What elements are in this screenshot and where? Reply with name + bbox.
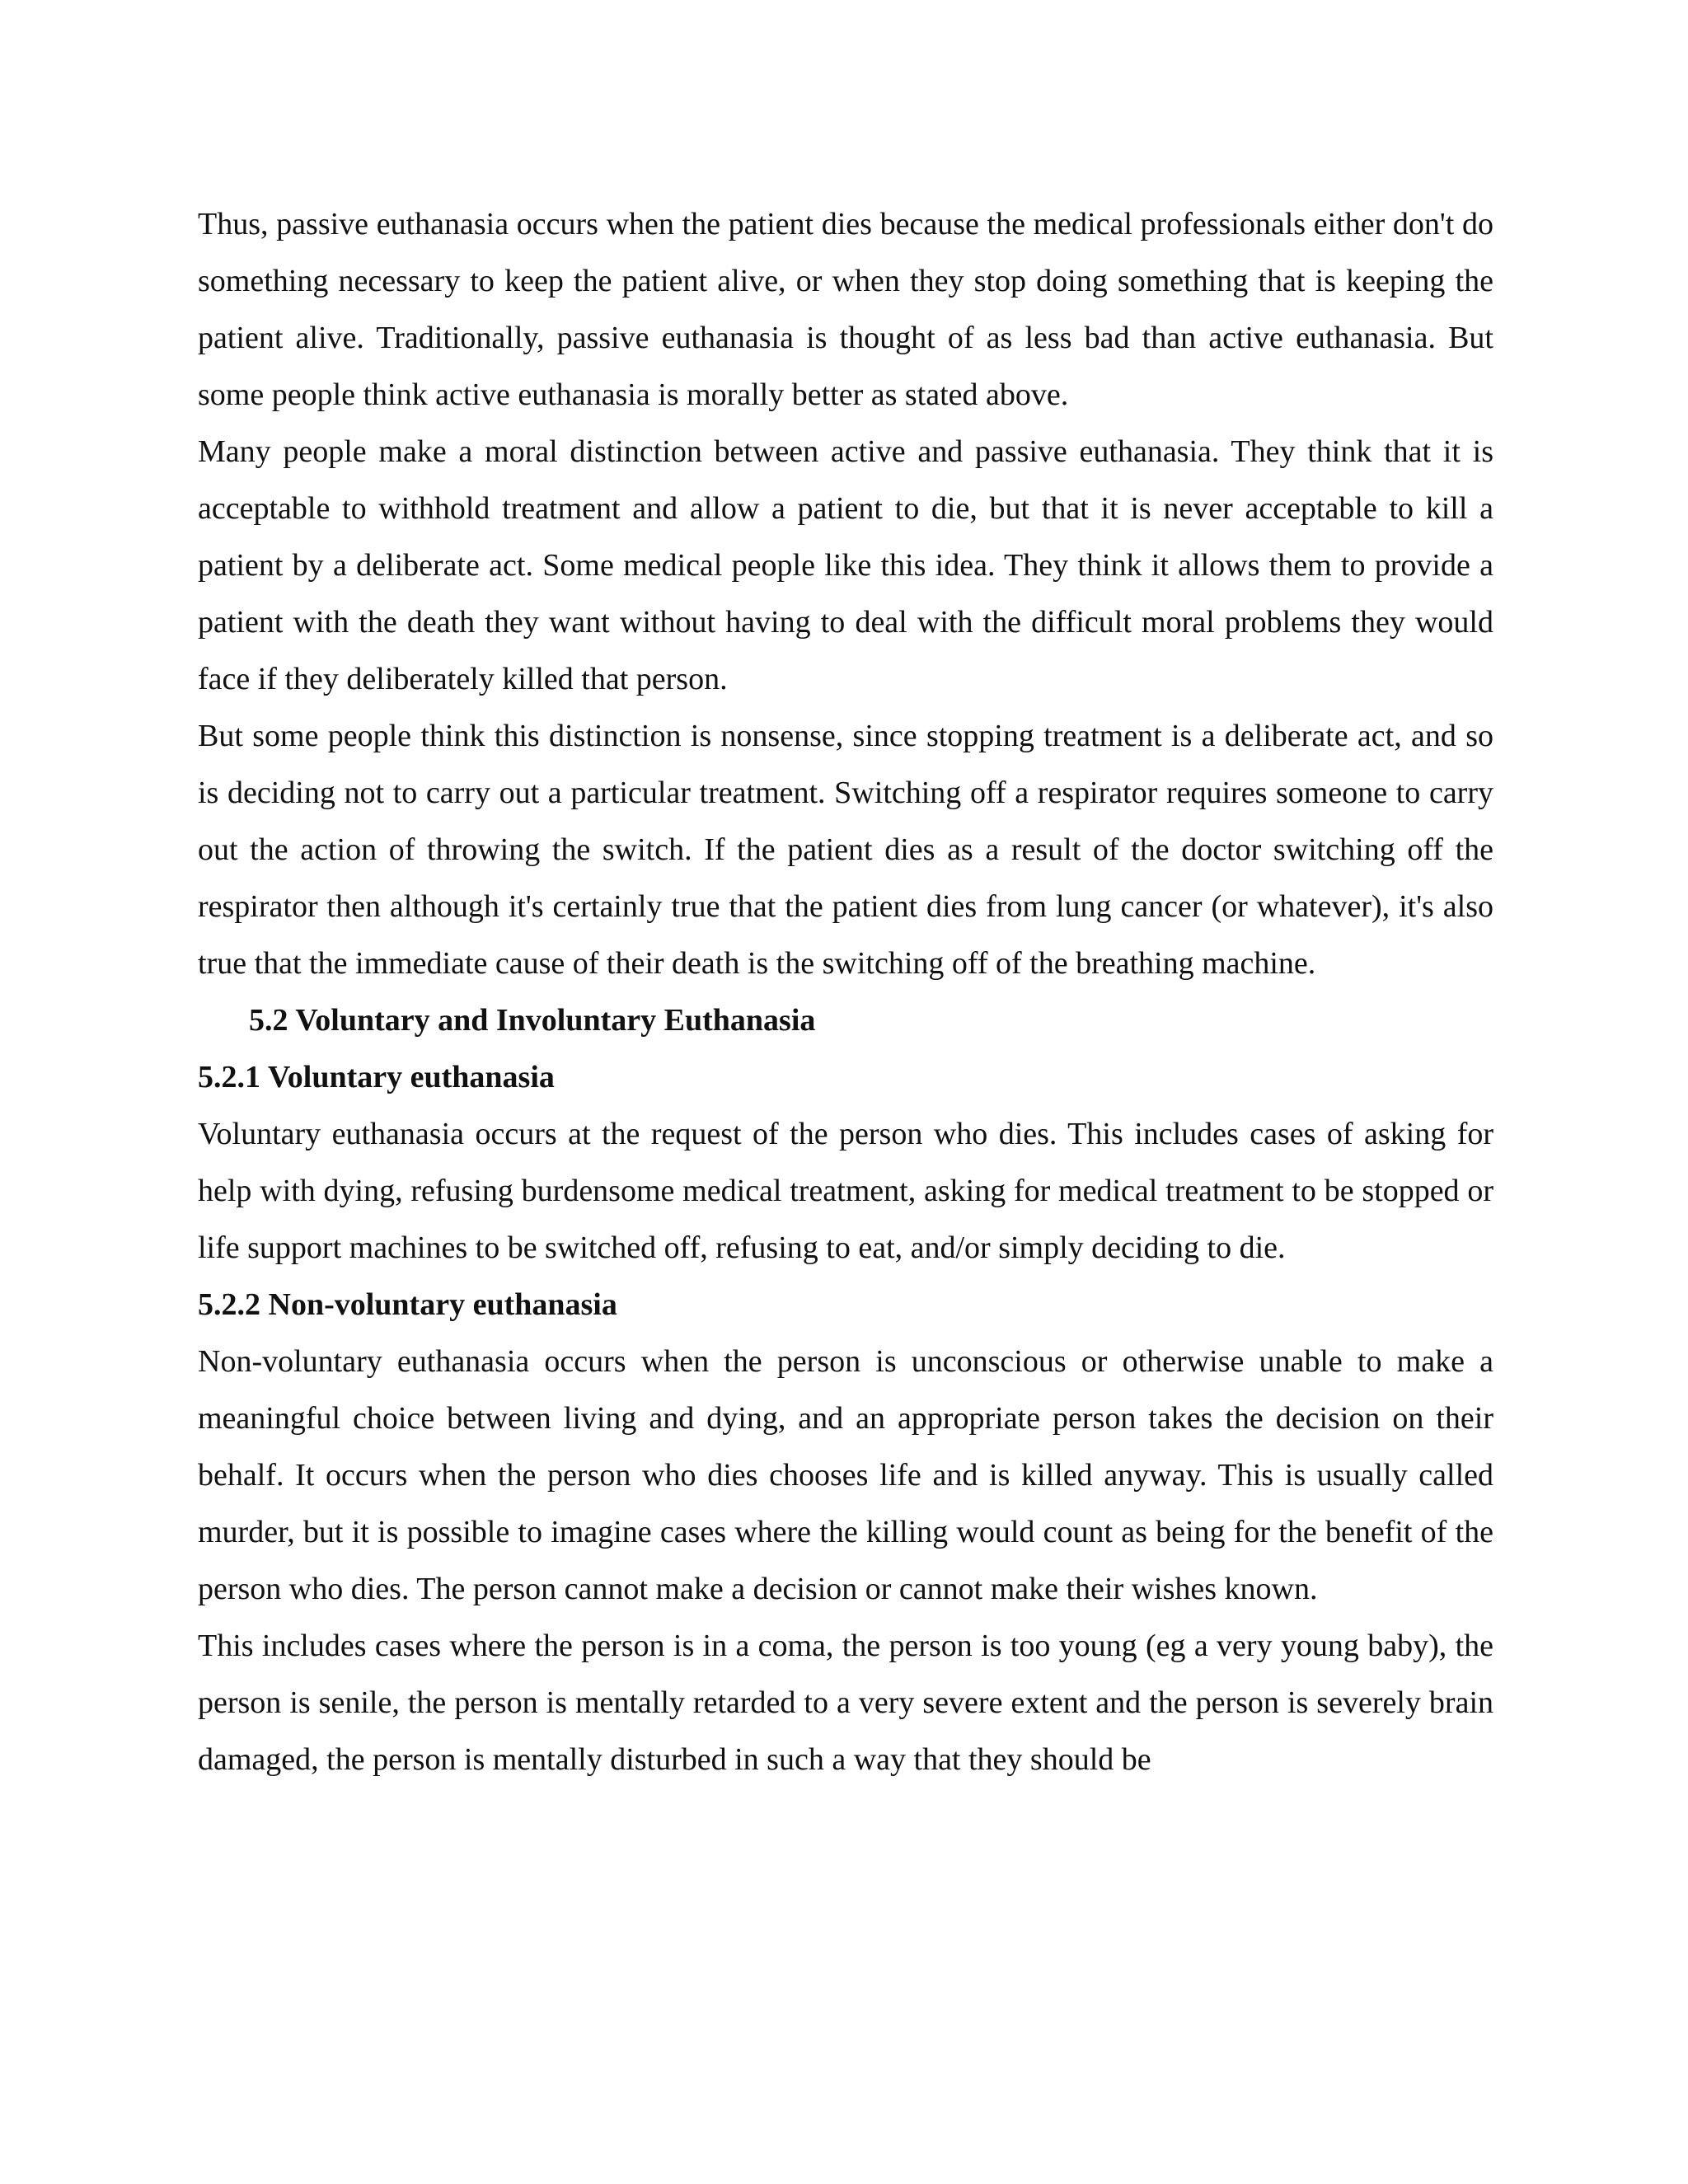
paragraph-non-voluntary-cases: This includes cases where the person is in a coma, the person is too young (eg a very young baby), the person is senile, the person is mentally retarded to a very severe extent and the person is severely brain damaged, the person is mentally disturbed in such a way that they should be xyxy=(198,1629,1493,1777)
document-page xyxy=(198,196,1493,1788)
paragraph-passive-euthanasia-definition: Thus, passive euthanasia occurs when the patient dies because the medical professionals either don't do something necessary to keep the patient alive, or when they stop doing something that is keeping the patient alive. Traditionally, passive euthanasia is thought of as less bad than active euthanasia. But some people think active euthanasia is morally better as stated above. xyxy=(198,207,1493,412)
paragraph-distinction-nonsense: But some people think this distinction is nonsense, since stopping treatment is a deliberate act, and so is deciding not to carry out a particular treatment. Switching off a respirator requires someone to carry out the action of throwing the switch. If the patient dies as a result of the doctor switching off the respirator then although it's certainly true that the patient dies from lung cancer (or whatever), it's also true that the immediate cause of their death is the switching off of the breathing machine. xyxy=(198,719,1493,981)
paragraph-voluntary-euthanasia: Voluntary euthanasia occurs at the request of the person who dies. This includes cases of asking for help with dying, refusing burdensome medical treatment, asking for medical treatment to be stopped or life support machines to be switched off, refusing to eat, and/or simply deciding to die. xyxy=(198,1117,1493,1265)
paragraph-moral-distinction: Many people make a moral distinction between active and passive euthanasia. They think that it is acceptable to withhold treatment and allow a patient to die, but that it is never acceptable to kill a patient by a deliberate act. Some medical people like this idea. They think it allows them to provide a patient with the death they want without having to deal with the difficult moral problems they would face if they deliberately killed that person. xyxy=(198,434,1493,696)
section-heading-voluntary-involuntary: 5.2 Voluntary and Involuntary Euthanasia xyxy=(249,1003,816,1038)
paragraph-non-voluntary-definition: Non-voluntary euthanasia occurs when the person is unconscious or otherwise unable to make a meaningful choice between living and dying, and an appropriate person takes the decision on their behalf. It occurs when the person who dies chooses life and is killed anyway. This is usually called murder, but it is possible to imagine cases where the killing would count as being for the benefit of the person who dies. The person cannot make a decision or cannot make their wishes known. xyxy=(198,1344,1493,1606)
subsection-heading-non-voluntary: 5.2.2 Non-voluntary euthanasia xyxy=(198,1287,617,1322)
subsection-heading-voluntary: 5.2.1 Voluntary euthanasia xyxy=(198,1060,555,1094)
